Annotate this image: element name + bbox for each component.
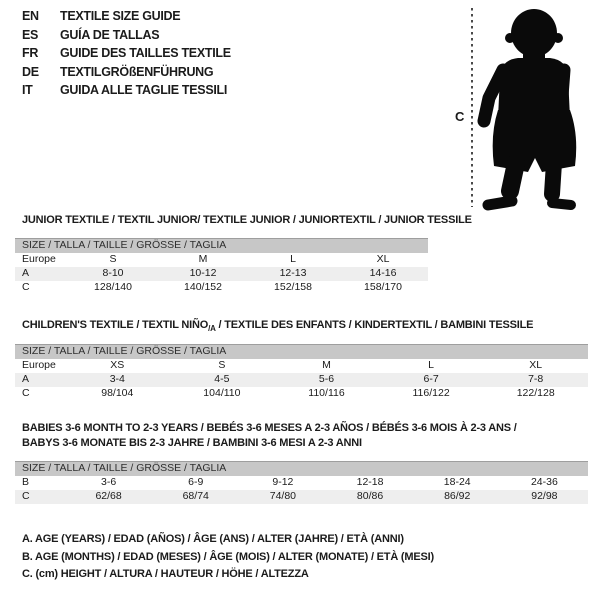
table-row [15,373,588,387]
row-label: B [22,476,30,488]
section-title-text: / TEXTILE DES ENFANTS / KINDERTEXTIL / BAMBINI TESSILE [215,319,534,331]
language-code: ES [22,27,39,42]
size-cell: L [290,253,296,265]
table-header-row [15,345,588,359]
size-cell: 128/140 [94,281,132,293]
size-table-header: SIZE / TALLA / TAILLE / GRÖSSE / TAGLIA [15,239,428,253]
size-table-header: SIZE / TALLA / TAILLE / GRÖSSE / TAGLIA [15,462,588,476]
size-cell: 140/152 [184,281,222,293]
size-cell: 7-8 [483,373,588,387]
language-item [22,44,231,63]
size-cell: XL [529,359,543,371]
size-cell: 74/80 [239,490,326,504]
language-code: DE [22,64,39,79]
toddler-silhouette [484,9,576,205]
size-cell: 10-12 [158,267,248,281]
size-cell: 14-16 [338,267,428,281]
size-cell: 5-6 [274,373,379,387]
size-cell: 3-6 [100,476,117,488]
table-row [15,490,588,504]
section-title-junior: JUNIOR TEXTILE / TEXTIL JUNIOR/ TEXTILE JUNIOR / JUNIORTEXTIL / JUNIOR TESSILE [22,214,472,226]
legend-item-a: A. AGE (YEARS) / EDAD (AÑOS) / ÂGE (ANS) / ALTER (JAHRE) / ETÀ (ANNI) [22,533,404,545]
row-label: Europe [22,359,56,371]
language-label: TEXTILGRÖßENFÜHRUNG [60,64,214,79]
section-title-line1: BABIES 3-6 MONTH TO 2-3 YEARS / BEBÉS 3-6 MESES A 2-3 AÑOS / BÉBÉS 3-6 MOIS À 2-3 ANS / [22,422,517,434]
size-cell: 12-18 [356,476,384,488]
row-label: C [15,490,65,504]
size-cell: 4-5 [170,373,275,387]
language-code: EN [22,9,39,24]
section-title-text: CHILDREN'S TEXTILE / TEXTIL NIÑO [22,319,209,331]
size-cell: 6-7 [379,373,484,387]
language-item [22,26,231,45]
size-cell: XL [376,253,390,265]
size-cell: 18-24 [443,476,471,488]
language-label: GUIDA ALLE TAGLIE TESSILI [60,83,228,98]
language-code: FR [22,46,39,61]
size-cell: M [322,359,331,371]
legend-item-c: C. (cm) HEIGHT / ALTURA / HAUTEUR / HÖHE / ALTEZZA [22,568,309,580]
table-header-row [15,239,428,253]
language-label: GUÍA DE TALLAS [60,27,160,42]
row-label: A [15,267,68,281]
language-item [22,63,231,82]
height-measure-label: C [455,109,465,124]
language-code: IT [22,83,33,98]
language-label: TEXTILE SIZE GUIDE [60,9,181,24]
size-cell: 24-36 [530,476,558,488]
row-label: Europe [22,253,56,265]
size-cell: 122/128 [516,387,555,399]
language-item [22,81,231,100]
size-table-children [15,344,588,401]
size-cell: 92/98 [501,490,588,504]
size-cell: 80/86 [326,490,413,504]
table-header-row [15,462,588,476]
size-cell: 86/92 [414,490,501,504]
row-label: A [15,373,65,387]
size-figure [438,0,600,214]
size-cell: 104/110 [203,387,241,399]
size-cell: 158/170 [364,281,402,293]
size-table-header: SIZE / TALLA / TAILLE / GRÖSSE / TAGLIA [15,345,588,359]
size-cell: 68/74 [152,490,239,504]
size-cell: M [198,253,208,265]
table-row [15,476,588,490]
size-cell: S [218,359,226,371]
size-cell: 3-4 [65,373,170,387]
size-cell: L [428,359,434,371]
size-cell: XS [110,359,125,371]
language-item [22,7,231,26]
row-label: C [22,387,30,399]
table-row [15,253,428,267]
section-title-children [22,318,533,336]
size-cell: 8-10 [68,267,158,281]
size-cell: 98/104 [101,387,134,399]
table-row [15,359,588,373]
size-cell: 116/122 [412,387,450,399]
language-list [22,7,231,100]
size-cell: 62/68 [65,490,152,504]
table-row [15,281,428,295]
section-title-babies [22,421,517,451]
row-label: C [22,281,30,293]
size-cell: 9-12 [272,476,294,488]
language-label: GUIDE DES TAILLES TEXTILE [60,46,231,61]
size-cell: 6-9 [188,476,204,488]
size-table-junior [15,238,428,295]
legend [22,531,434,584]
table-row [15,267,428,281]
size-cell: 152/158 [274,281,312,293]
table-row [15,387,588,401]
size-cell: S [109,253,117,265]
size-table-babies [15,461,588,504]
size-cell: 110/116 [308,387,345,399]
size-cell: 12-13 [248,267,338,281]
section-title-subscript: /A [208,324,216,334]
legend-item-b: B. AGE (MONTHS) / EDAD (MESES) / ÂGE (MOIS) / ALTER (MONATE) / ETÀ (MESI) [22,550,434,563]
section-title-line2: BABYS 3-6 MONATE BIS 2-3 JAHRE / BAMBINI 3-6 MESI A 2-3 ANNI [22,437,362,449]
